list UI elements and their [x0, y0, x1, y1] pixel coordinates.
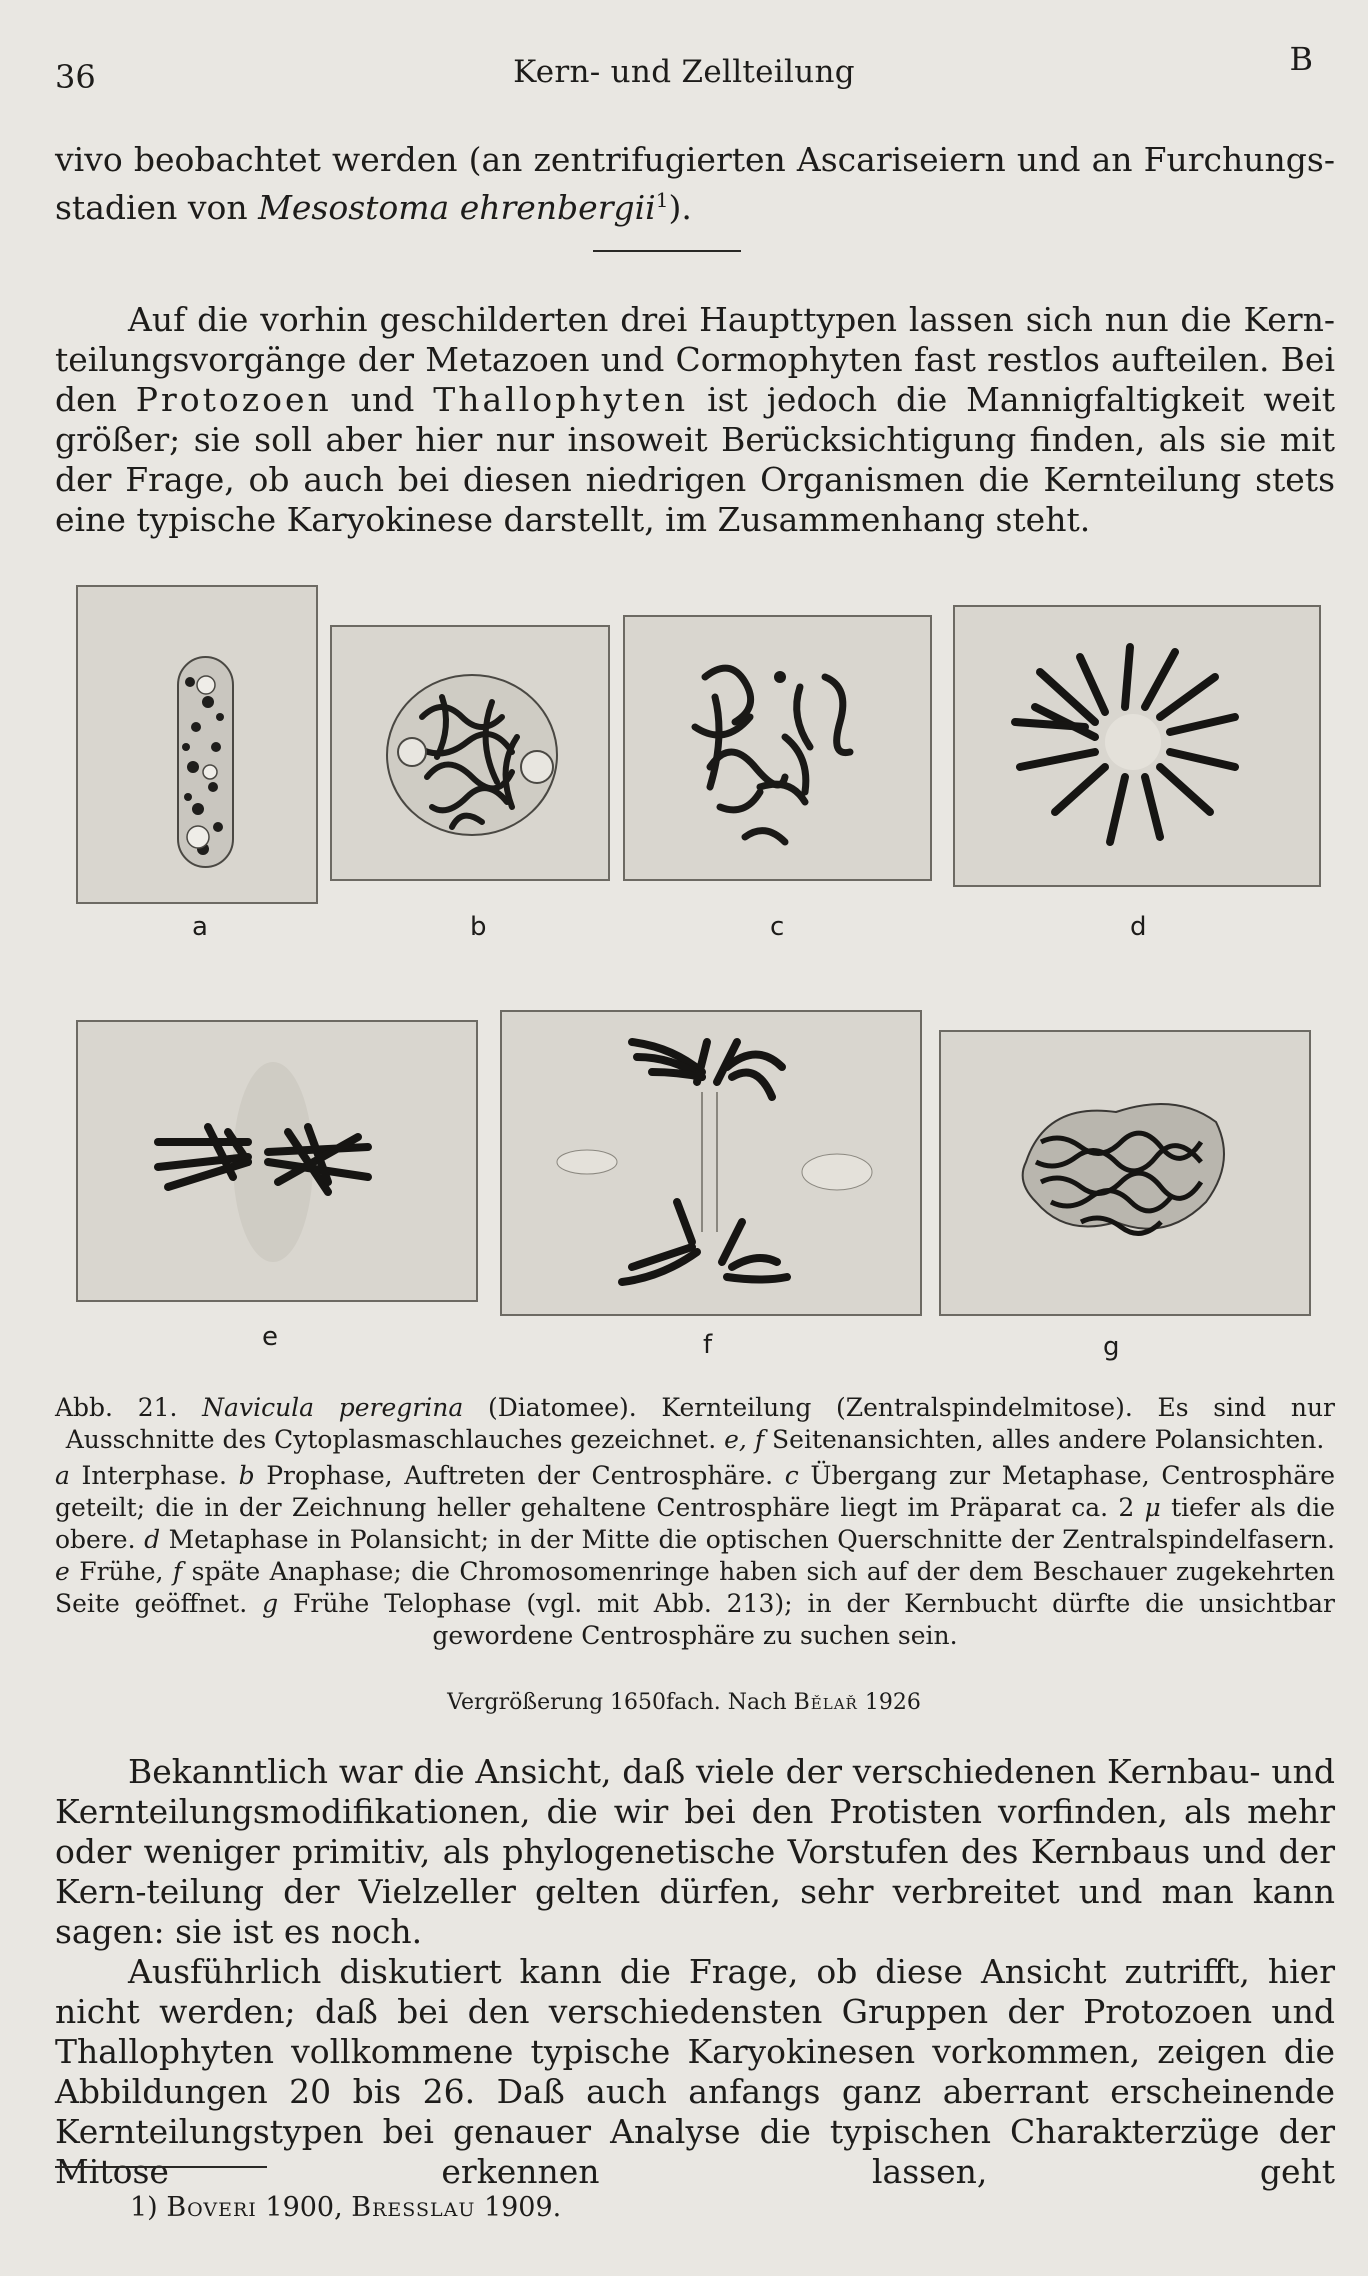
interphase-drawing — [78, 587, 316, 902]
paragraph-2 — [55, 1752, 1335, 1952]
caption-text: späte Anaphase; die Chromosomenringe haben sich auf der dem Beschauer zugekehrten Seite geöffnet. — [55, 1557, 1335, 1618]
credit-author: Bělař — [793, 1690, 858, 1715]
caption-species: Navicula peregrina — [202, 1393, 464, 1422]
credit-year: 1926 — [857, 1690, 921, 1715]
figure-panel-e — [76, 1020, 478, 1302]
panel-label-a: a — [192, 912, 208, 942]
footnote-ref: 1 — [655, 188, 669, 212]
figure-panel-a — [76, 585, 318, 904]
metaphase-transition-drawing — [625, 617, 930, 879]
panel-label-c: c — [770, 912, 785, 942]
caption-text: (Diatomee). Kernteilung (Zentralspindelmitose). Es sind nur Ausschnitte des Cytoplasmaschlauches gezeichnet. — [65, 1393, 1336, 1454]
footnote-mark: 1) — [130, 2192, 158, 2223]
intro-text-part: vivo beobachtet werden (an zentrifugierten Ascariseiern und an Furchungs-stadien von — [55, 140, 1335, 227]
caption-text: Frühe, — [69, 1557, 173, 1586]
footnote-year: 1900, — [256, 2192, 352, 2223]
panel-label-e: e — [262, 1322, 278, 1352]
figure-panel-d — [953, 605, 1321, 887]
figure-panel-c — [623, 615, 932, 881]
paragraph-1 — [55, 300, 1335, 540]
paragraph-text: ist jedoch die Mannigfaltigkeit weit größer; sie soll aber hier nur insoweit Berücksichtigung finden, als sie mit der Frage, ob auch bei diesen niedrigen Organismen die Kernteilung stets eine typische Karyokinese darstellt, im Zusammenhang steht. — [55, 380, 1335, 539]
caption-key: e — [55, 1557, 70, 1586]
figure-panel-b — [330, 625, 610, 881]
caption-text: Frühe Telophase (vgl. mit Abb. 213); in der Kernbucht dürfte die unsichtbar gewordene Centrosphäre zu suchen sein. — [278, 1589, 1335, 1650]
section-divider — [593, 250, 741, 252]
early-anaphase-drawing — [78, 1022, 476, 1300]
footnote — [130, 2192, 561, 2223]
caption-key: b — [238, 1461, 255, 1490]
caption-key: g — [262, 1589, 279, 1618]
page-header — [55, 40, 1313, 98]
caption-text: Prophase, Auftreten der Centrosphäre. — [254, 1461, 785, 1490]
caption-figure-number: Abb. 21. — [55, 1393, 178, 1422]
panel-label-g: g — [1103, 1332, 1120, 1362]
spaced-term: Thallophyten — [433, 380, 689, 419]
figure-caption — [55, 1392, 1335, 1652]
paragraph-3 — [55, 1952, 1335, 2192]
figure-panel-f — [500, 1010, 922, 1316]
metaphase-polar-drawing — [955, 607, 1319, 885]
footnote-year: 1909. — [475, 2192, 562, 2223]
running-title: Kern- und Zellteilung — [513, 54, 855, 90]
caption-text: Metaphase in Polansicht; in der Mitte die optischen Querschnitte der Zentralspindelfasern. — [160, 1525, 1335, 1554]
credit-text: Vergrößerung 1650fach. Nach — [447, 1690, 794, 1715]
prophase-drawing — [332, 627, 608, 879]
caption-text: Übergang zur Metaphase, Centrosphäre geteilt; die in der Zeichnung heller gehaltene Centrosphäre liegt im Präparat ca. 2 — [55, 1461, 1335, 1522]
footnote-author: Boveri — [166, 2192, 257, 2223]
caption-key: e, f — [724, 1425, 765, 1454]
footnote-rule — [55, 2166, 267, 2168]
figure-panel-g — [939, 1030, 1311, 1316]
caption-text: tiefer als die obere. — [55, 1493, 1335, 1554]
paragraph-3-text: Ausführlich diskutiert kann die Frage, ob diese Ansicht zutrifft, hier nicht werden; daß bei den verschiedensten Gruppen der Protozoen und Thallophyten vollkommene typische Karyokinesen vorkommen, zeigen die Abbildungen 20 bis 26. Daß auch anfangs ganz aberrant erscheinende Kernteilungstypen bei genauer Analyse die typischen Charakterzüge der Mitose erkennen lassen, geht — [55, 1952, 1335, 2191]
early-telophase-drawing — [941, 1032, 1309, 1314]
paragraph-text: und — [331, 380, 434, 419]
panel-label-d: d — [1130, 912, 1147, 942]
caption-key: f — [172, 1557, 183, 1586]
caption-key: c — [784, 1461, 799, 1490]
panel-label-b: b — [470, 912, 487, 942]
figure-credit — [0, 1690, 1368, 1715]
spaced-term: Protozoen — [135, 380, 332, 419]
caption-key: d — [144, 1525, 161, 1554]
late-anaphase-drawing — [502, 1012, 920, 1314]
intro-text-end: ). — [668, 188, 692, 227]
footnote-author: Bresslau — [351, 2192, 476, 2223]
species-name: Mesostoma ehrenbergii — [258, 188, 656, 227]
intro-text — [55, 140, 1335, 228]
paragraph-2-text: Bekanntlich war die Ansicht, daß viele der verschiedenen Kernbau- und Kernteilungsmodifikationen, die wir bei den Protisten vorfinden, als mehr oder weniger primitiv, als phylogenetische Vorstufen des Kernbaus und der Kern-teilung der Vielzeller gelten dürfen, sehr verbreitet und man kann sagen: sie ist es noch. — [55, 1752, 1335, 1951]
micron-symbol: μ — [1144, 1493, 1161, 1522]
paragraph-text: Auf die vorhin geschilderten drei Haupttypen lassen sich nun die Kern-teilungsvorgänge der Metazoen und Cormophyten fast restlos aufteilen. Bei den — [55, 300, 1335, 419]
page-number: 36 — [55, 58, 96, 96]
caption-text: Seitenansichten, alles andere Polansichten. — [764, 1425, 1325, 1454]
signature-mark: B — [1289, 40, 1313, 78]
caption-key: a — [55, 1461, 70, 1490]
caption-text: Interphase. — [69, 1461, 239, 1490]
panel-label-f: f — [703, 1330, 713, 1360]
